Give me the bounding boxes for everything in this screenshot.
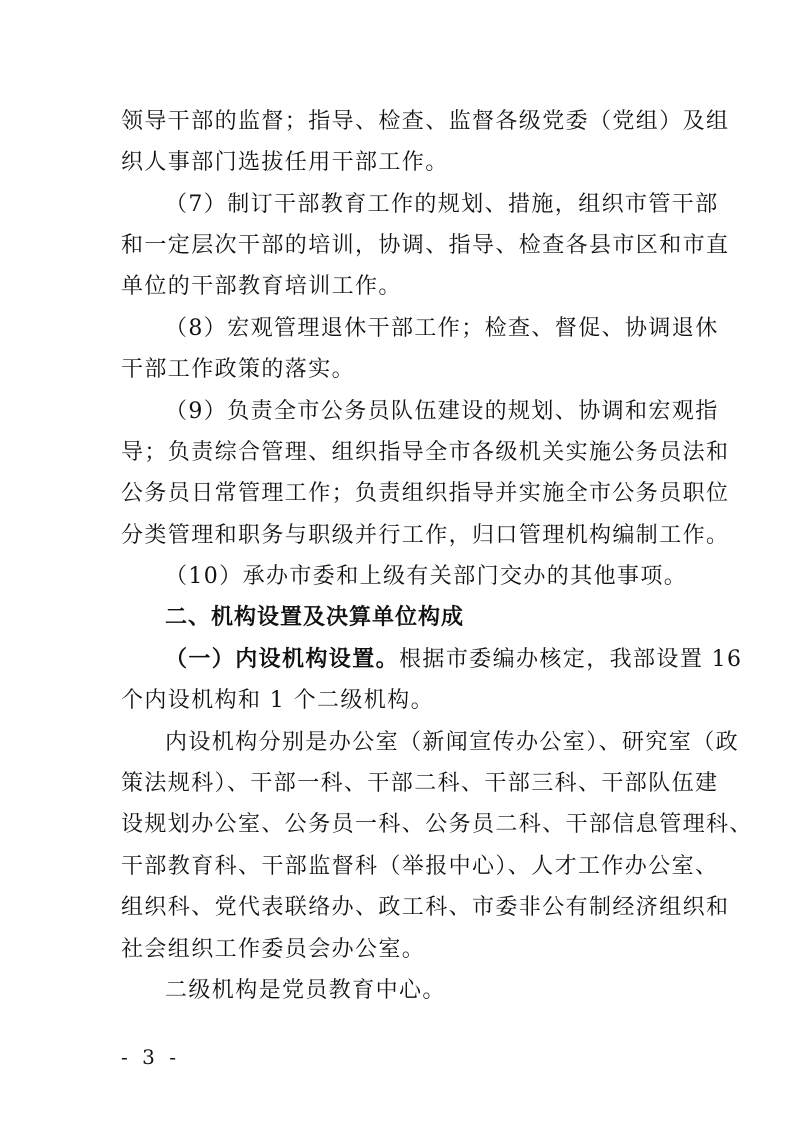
paragraph-line: 导；负责综合管理、组织指导全市各级机关实施公务员法和 [121,440,730,465]
subheading-text: 根据市委编办核定，我部设置 16 [399,647,743,672]
paragraph-line: 分类管理和职务与职级并行工作，归口管理机构编制工作。 [121,523,730,548]
section-heading: 二、机构设置及决算单位构成 [165,605,465,630]
paragraph-line: 社会组织工作委员会办公室。 [121,937,426,962]
paragraph-line: （9）负责全市公务员队伍建设的规划、协调和宏观指 [165,399,719,424]
paragraph-line: 干部教育科、干部监督科（举报中心）、人才工作办公室、 [121,854,719,879]
paragraph-line: 设规划办公室、公务员一科、公务员二科、干部信息管理科、 [121,812,753,837]
paragraph-line: 干部工作政策的落实。 [121,357,356,382]
paragraph-line: 织人事部门选拔任用干部工作。 [121,150,449,175]
paragraph-line: （7）制订干部教育工作的规划、措施，组织市管干部 [165,192,719,217]
paragraph-line: 二级机构是党员教育中心。 [165,978,446,1003]
paragraph-line: 策法规科）、干部一科、干部二科、干部三科、干部队伍建 [121,771,719,796]
paragraph-line: 内设机构分别是办公室（新闻宣传办公室）、研究室（政 [165,730,740,755]
page-number: - 3 - [121,1045,180,1069]
paragraph-line: （8）宏观管理退休干部工作；检查、督促、协调退休 [165,316,719,341]
paragraph-line: 领导干部的监督；指导、检查、监督各级党委（党组）及组 [121,109,730,134]
paragraph-line: 单位的干部教育培训工作。 [121,274,402,299]
paragraph-line: （10）承办市委和上级有关部门交办的其他事项。 [165,564,688,589]
paragraph-line: 组织科、党代表联络办、政工科、市委非公有制经济组织和 [121,895,730,920]
subheading-paragraph-line [165,645,743,675]
paragraph-line: 公务员日常管理工作；负责组织指导并实施全市公务员职位 [121,481,730,506]
paragraph-line: 个内设机构和 1 个二级机构。 [121,688,434,713]
paragraph-line: 和一定层次干部的培训，协调、指导、检查各县市区和市直 [121,233,730,258]
subheading-lead: （一）内设机构设置。 [165,647,400,672]
